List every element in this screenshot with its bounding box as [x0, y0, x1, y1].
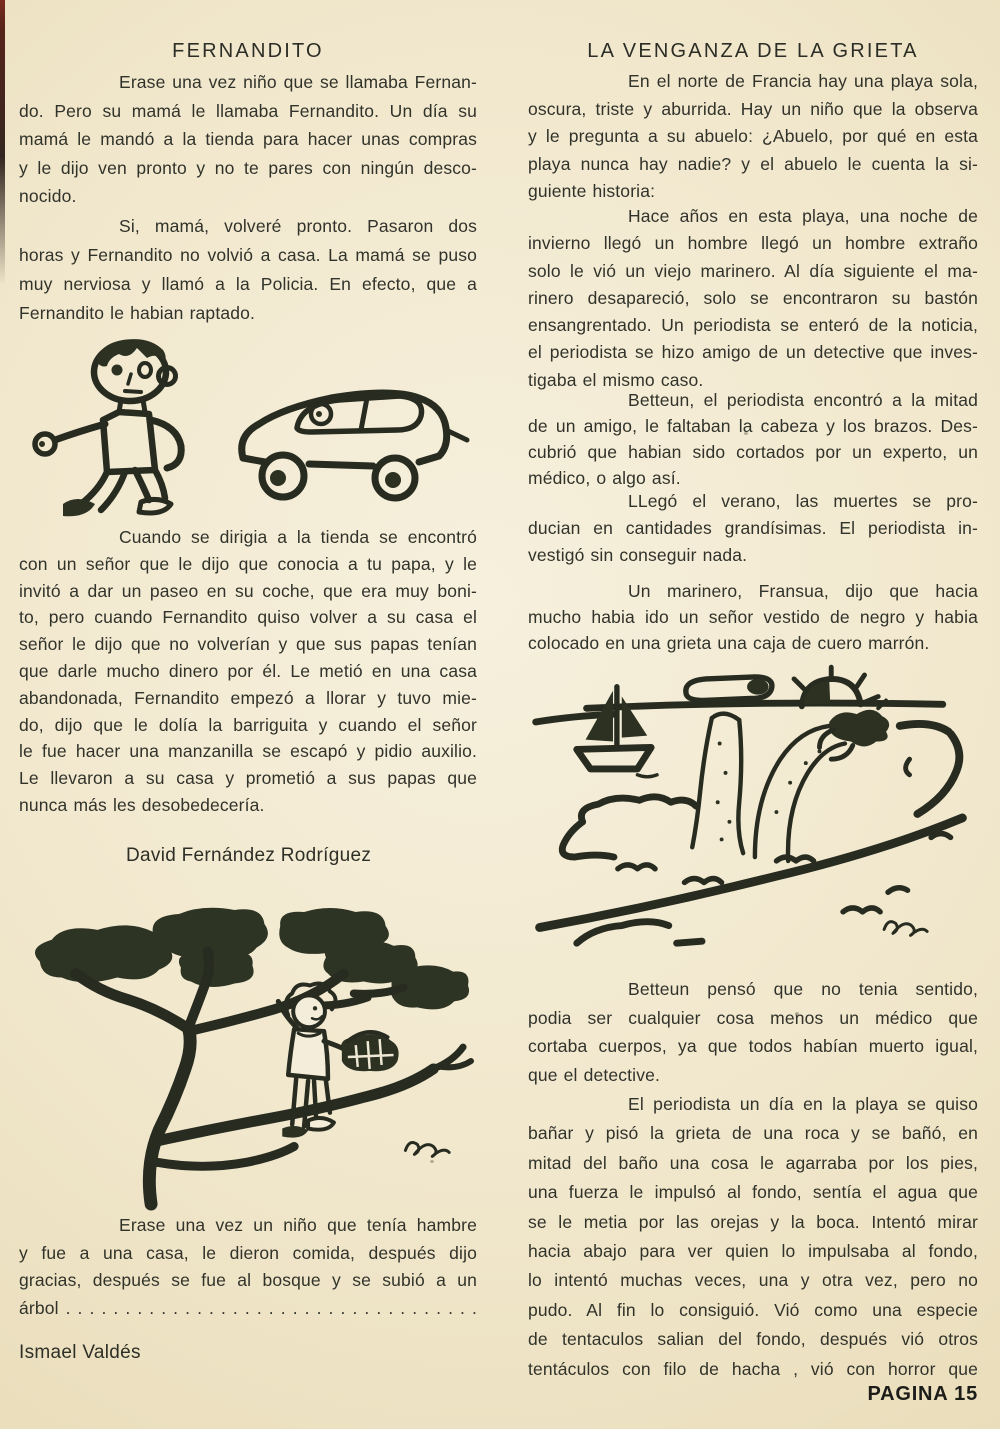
text-line: bañar y pisó la grieta de una roca y se bañó, en	[528, 1123, 978, 1144]
artist-signature	[405, 1142, 449, 1156]
text-line: invierno llegó un hombre llegó un hombre extraño	[528, 233, 978, 254]
text-line: colocado en una grieta una caja de cuero marrón.	[528, 633, 930, 653]
tree-with-child-illustration	[12, 903, 474, 1215]
paragraph	[528, 387, 978, 491]
text-line: y le dijo ven pronto y no te pares con ningún desco-	[19, 157, 477, 178]
paper-speck	[795, 1012, 799, 1016]
paper-speck	[648, 448, 653, 452]
text-line: abandonada, Fernandito empezó a llorar y tuvo mie-	[19, 687, 477, 708]
text-line: tigaba el mismo caso.	[528, 369, 704, 390]
artist-signature	[884, 922, 927, 936]
paragraph	[19, 524, 477, 819]
text-line: Hace años en esta playa, una noche de	[628, 206, 978, 226]
text-line: Erase una vez un niño que tenía hambre	[119, 1215, 477, 1235]
text-line: Cuando se dirigia a la tienda se encontró	[119, 527, 477, 547]
text-line: invitó a dar un paseo en su coche, que era muy boni-	[19, 580, 477, 601]
text-line: to, pero cuando Fernandito quiso volver a su casa el	[19, 607, 477, 628]
paragraph	[19, 1212, 477, 1322]
text-line: nocido.	[19, 186, 77, 206]
text-line: Un marinero, Fransua, dijo que hacia	[628, 581, 978, 601]
text-line: que el detective.	[528, 1064, 660, 1085]
text-line: lo intentó muchas veces, una y otra vez, pero no	[528, 1270, 978, 1291]
text-line: gracias, después se fue al bosque y se subió a un	[19, 1270, 477, 1290]
text-line: señor le dijo que no volverían y que sus papas tenían	[19, 634, 477, 655]
text-line: do. Pero su mamá le llamaba Fernandito. Un día su	[19, 100, 477, 121]
story-title-la-venganza: LA VENGANZA DE LA GRIETA	[587, 40, 919, 62]
text-line: Erase una vez niño que se llamaba Fernan-	[119, 72, 477, 92]
paragraph	[19, 68, 477, 211]
paragraph	[528, 488, 978, 569]
text-line: oscura, triste y aburrida. Hay un niño que la observa	[528, 98, 978, 119]
text-line: le fue hacer una manzanilla se escapó y pidio auxilio.	[19, 741, 477, 762]
text-line: y le pregunta a su abuelo: ¿Abuelo, por qué en esta	[528, 126, 978, 146]
text-line: con un señor que le dijo que conocia a tu papa, y le	[19, 553, 477, 574]
story-title-fernandito: FERNANDITO	[172, 40, 324, 62]
text-line: que darle mucho dinero por él. Le metió en una casa	[19, 660, 477, 681]
paragraph	[528, 203, 978, 394]
scan-edge-artifact	[0, 0, 5, 285]
paragraph	[528, 975, 978, 1089]
text-line: cubrió que habian sido cortados por un experto, un	[528, 442, 978, 462]
text-line: rinero desapareció, solo se encontraron su bastón	[528, 287, 978, 308]
byline-author-2: Ismael Valdés	[19, 1342, 141, 1363]
text-line: de un amigo, le faltaban la cabeza y los brazos. Des-	[528, 416, 978, 436]
text-line: El periodista un día en la playa se quiso	[628, 1094, 978, 1114]
text-line: una fuerza le impulsó al fondo, sentía el agua que	[528, 1182, 978, 1203]
text-line: médico, o algo así.	[528, 468, 681, 488]
text-line: árbol . . . . . . . . . . . . . . . . . . . . . . . . . . . . . . . . . . .	[19, 1297, 477, 1318]
text-line: el periodista se hizo amigo de un detective que inves-	[528, 342, 978, 363]
text-line: mamá le mandó a la tienda para hacer unas compras	[19, 129, 477, 149]
text-line: En el norte de Francia hay una playa sola,	[628, 71, 978, 91]
text-line: Betteun, el periodista encontró a la mitad	[628, 390, 978, 410]
text-line: y fue a una casa, le dieron comida, después dijo	[19, 1242, 477, 1263]
text-line: mitad del baño una cosa le agarraba por los pies,	[528, 1152, 978, 1173]
text-line: LLegó el verano, las muertes se pro-	[628, 491, 978, 511]
paper-speck	[744, 432, 748, 435]
text-line: ducian en cantidades grandísimas. El periodista in-	[528, 518, 978, 538]
page-number-label: PAGINA 15	[867, 1383, 978, 1405]
text-line: podia ser cualquier cosa menos un médico que	[528, 1007, 978, 1028]
text-line: playa nunca hay nadie? y el abuelo le cuenta la si-	[528, 153, 978, 174]
text-line: pudo. Al fin lo consiguió. Vió como una especie	[528, 1299, 978, 1320]
text-line: de tentaculos salian del fondo, después vió otros	[528, 1329, 978, 1350]
text-line: tentáculos con filo de hacha , vió con horror que	[528, 1358, 978, 1379]
paragraph	[528, 1090, 978, 1384]
text-line: hacia abajo para ver quien lo impulsaba al fondo,	[528, 1240, 978, 1261]
boy-and-car-illustration	[15, 332, 475, 528]
text-line: Betteun pensó que no tenia sentido,	[628, 979, 978, 999]
text-line: Si, mamá, volveré pronto. Pasaron dos	[119, 216, 477, 236]
text-line: guiente historia:	[528, 181, 656, 201]
text-line: se le metia por las orejas y la boca. Intentó mirar	[528, 1211, 978, 1232]
paragraph	[528, 68, 978, 206]
text-line: horas y Fernandito no volvió a casa. La mamá se puso	[19, 245, 477, 265]
text-line: mucho habia ido un señor vestido de negro y habia	[528, 607, 978, 627]
beach-tentacles-illustration	[520, 662, 980, 964]
text-line: muy nerviosa y llamó a la Policia. En efecto, que a	[19, 274, 477, 294]
text-line: vestigó sin conseguir nada.	[528, 545, 748, 565]
text-line: Le llevaron a su casa y prometió a sus papas que	[19, 768, 477, 789]
text-line: nunca más les desobedecería.	[19, 794, 265, 815]
text-line: solo le vió un viejo marinero. Al día siguiente el ma-	[528, 260, 978, 281]
paper-speck	[430, 1160, 434, 1163]
paragraph	[19, 212, 477, 328]
paragraph	[528, 578, 978, 656]
text-line: ensangrentado. Un periodista se enteró de la noticia,	[528, 315, 978, 336]
text-line: cortaba cuerpos, ya que todos habían muerto igual,	[528, 1036, 978, 1056]
text-line: do, dijo que le dolía la barriguita y cuando el señor	[19, 714, 477, 735]
byline-author-1: David Fernández Rodríguez	[126, 845, 372, 866]
text-line: Fernandito le habian raptado.	[19, 303, 255, 323]
